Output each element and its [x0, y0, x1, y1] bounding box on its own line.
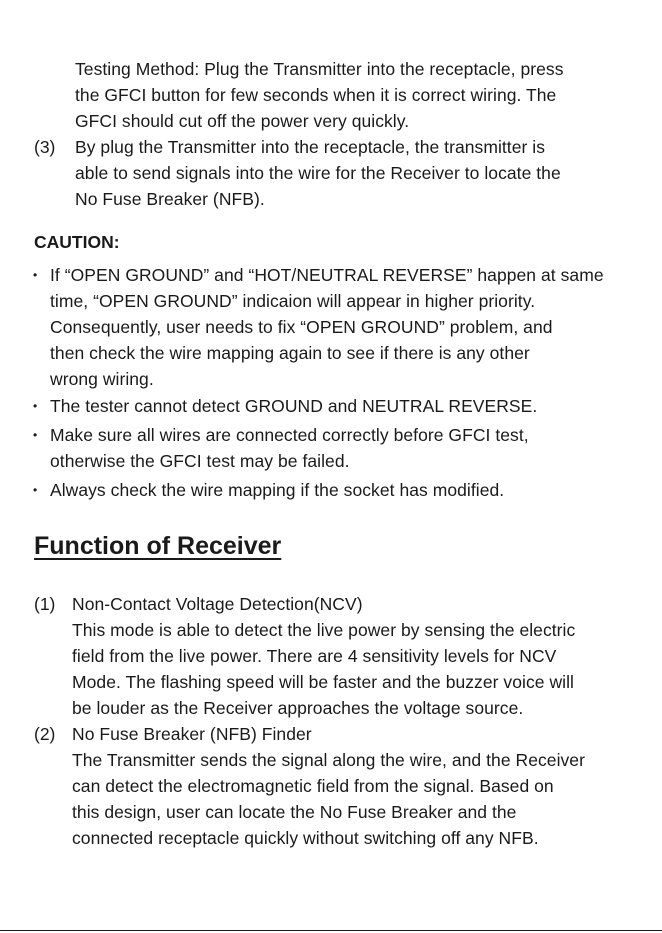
item-title: Non-Contact Voltage Detection(NCV) — [72, 594, 363, 614]
bullet-icon: • — [33, 399, 38, 413]
text-line: The tester cannot detect GROUND and NEUTRAL REVERSE. — [50, 396, 538, 416]
text-line: able to send signals into the wire for the Receiver to locate the — [75, 163, 561, 183]
text-line: Testing Method: Plug the Transmitter into the receptacle, press — [75, 59, 564, 79]
text-line: By plug the Transmitter into the receptacle, the transmitter is — [75, 137, 546, 157]
page-bottom-rule — [0, 930, 662, 931]
text-line: GFCI should cut off the power very quickly. — [75, 111, 410, 131]
text-line: Make sure all wires are connected correctly before GFCI test, — [50, 425, 529, 445]
text-line: then check the wire mapping again to see if there is any other — [50, 343, 530, 363]
text-line: connected receptacle quickly without switching off any NFB. — [72, 828, 539, 848]
caution-title: CAUTION: — [34, 232, 120, 252]
text-line: No Fuse Breaker (NFB). — [75, 189, 265, 209]
text-line: The Transmitter sends the signal along the wire, and the Receiver — [72, 750, 585, 770]
section-heading: Function of Receiver — [34, 532, 282, 560]
item-number: (2) — [34, 724, 56, 744]
text-line: Mode. The flashing speed will be faster and the buzzer voice will — [72, 672, 574, 692]
text-line: be louder as the Receiver approaches the voltage source. — [72, 698, 524, 718]
text-line: field from the live power. There are 4 sensitivity levels for NCV — [72, 646, 557, 666]
text-line: This mode is able to detect the live power by sensing the electric — [72, 620, 576, 640]
text-line: time, “OPEN GROUND” indicaion will appear in higher priority. — [50, 291, 536, 311]
item-number: (3) — [34, 137, 56, 157]
text-line: the GFCI button for few seconds when it is correct wiring. The — [75, 85, 557, 105]
text-line: If “OPEN GROUND” and “HOT/NEUTRAL REVERSE” happen at same — [50, 265, 604, 285]
bullet-icon: • — [33, 483, 38, 497]
text-line: Consequently, user needs to fix “OPEN GROUND” problem, and — [50, 317, 553, 337]
item-title: No Fuse Breaker (NFB) Finder — [72, 724, 312, 744]
bullet-icon: • — [33, 428, 38, 442]
text-line: Always check the wire mapping if the socket has modified. — [50, 480, 505, 500]
text-line: otherwise the GFCI test may be failed. — [50, 451, 350, 471]
item-number: (1) — [34, 594, 56, 614]
bullet-icon: • — [33, 268, 38, 282]
text-line: can detect the electromagnetic field from the signal. Based on — [72, 776, 554, 796]
text-line: this design, user can locate the No Fuse Breaker and the — [72, 802, 517, 822]
text-line: wrong wiring. — [50, 369, 154, 389]
